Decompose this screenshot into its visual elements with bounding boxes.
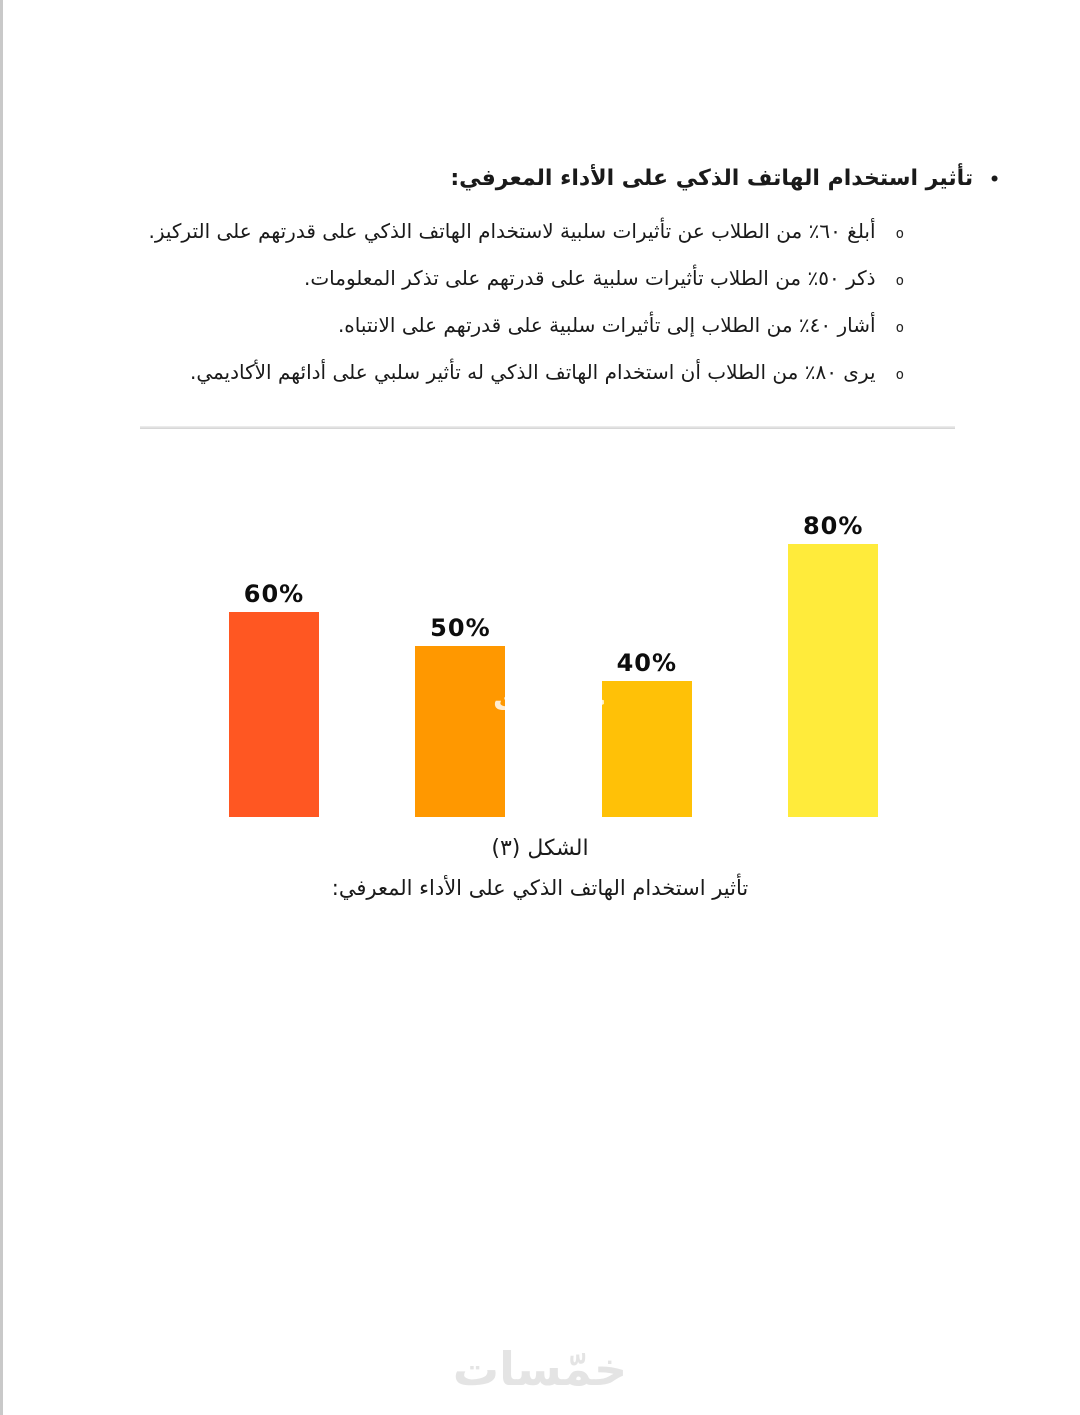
bullet-icon: • xyxy=(989,170,1000,190)
circle-bullet-icon: o xyxy=(895,320,904,336)
bar xyxy=(602,681,692,817)
list-item xyxy=(30,313,904,340)
list-item xyxy=(30,219,904,246)
bar xyxy=(229,612,319,817)
circle-bullet-icon: o xyxy=(895,226,904,242)
horizontal-divider xyxy=(140,426,955,429)
bullet-list xyxy=(0,219,1080,387)
chart-watermark: خمسات xyxy=(493,683,607,718)
bar xyxy=(415,646,505,817)
list-item xyxy=(30,266,904,293)
list-item-text: أبلغ ٦٠٪ من الطلاب عن تأثيرات سلبية لاستخدام الهاتف الذكي على قدرتهم على التركيز. xyxy=(148,219,876,243)
document-body xyxy=(0,162,1080,407)
figure-subcaption: تأثير استخدام الهاتف الذكي على الأداء المعرفي: xyxy=(331,876,749,900)
list-item-text: يرى ٨٠٪ من الطلاب أن استخدام الهاتف الذكي له تأثير سلبي على أدائهم الأكاديمي. xyxy=(189,360,876,384)
bar-chart xyxy=(0,470,1080,817)
section-heading-row xyxy=(0,162,1080,197)
bar-value-label: 50% xyxy=(430,614,491,642)
bar-value-label: 40% xyxy=(616,649,678,677)
circle-bullet-icon: o xyxy=(895,273,904,289)
circle-bullet-icon: o xyxy=(895,367,904,383)
bar xyxy=(788,544,878,817)
footer-watermark: خمّسات xyxy=(452,1342,628,1396)
bar-value-label: 80% xyxy=(802,512,864,540)
figure-caption: الشكل (٣) xyxy=(491,836,589,861)
list-item-text: أشار ٤٠٪ من الطلاب إلى تأثيرات سلبية على قدرتهم على الانتباه. xyxy=(337,313,876,337)
bar-value-label: 60% xyxy=(243,580,305,608)
list-item-text: ذكر ٥٠٪ من الطلاب تأثيرات سلبية على قدرتهم على تذكر المعلومات. xyxy=(303,266,876,290)
list-item xyxy=(30,360,904,387)
section-heading: تأثير استخدام الهاتف الذكي على الأداء المعرفي: xyxy=(450,166,974,191)
